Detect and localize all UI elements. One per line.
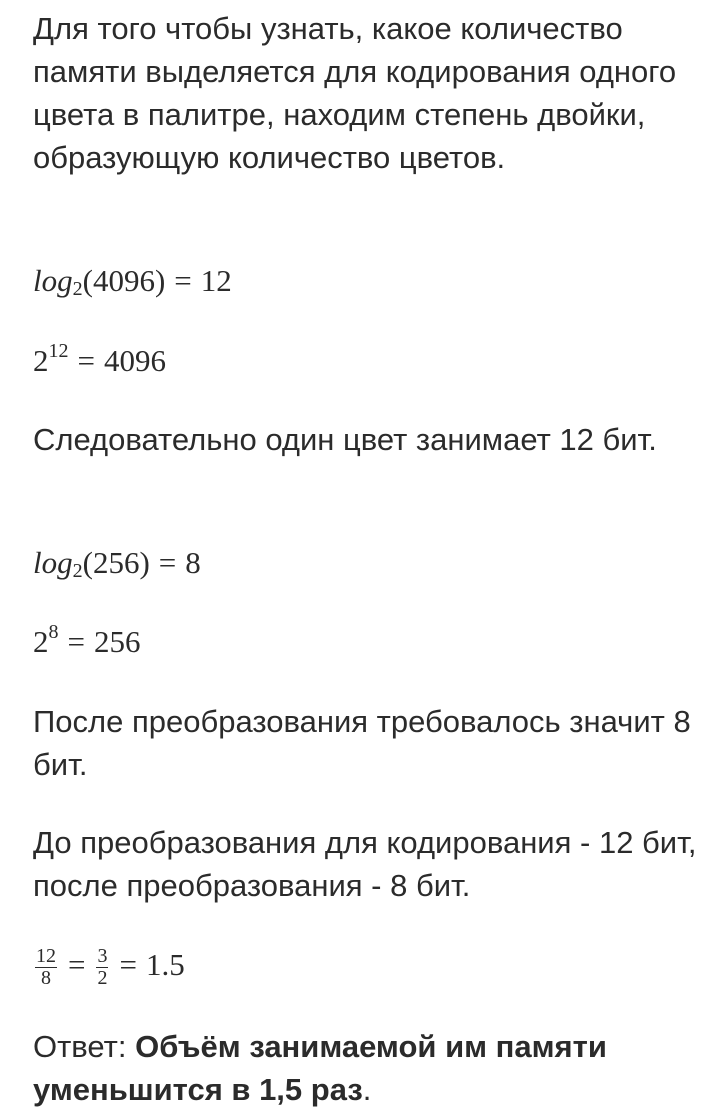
log-argument: (256) [82, 545, 150, 580]
log-equation-256 [33, 543, 201, 583]
log-argument: (4096) [82, 263, 166, 298]
equals-sign: = [68, 947, 86, 982]
log-symbol: log [33, 263, 73, 298]
answer-label: Ответ: [33, 1029, 136, 1064]
comparison-paragraph: До преобразования для кодирования - 12 бит, после преобразования - 8 бит. [33, 825, 697, 903]
conclusion-12-bit: Следовательно один цвет занимает 12 бит. [33, 422, 657, 457]
fraction-denominator: 8 [41, 967, 51, 990]
fraction-3-2 [96, 946, 108, 989]
answer-paragraph [33, 1025, 698, 1111]
equals-sign: = [119, 947, 137, 982]
power-exponent: 8 [48, 621, 59, 643]
log-equation-4096 [33, 261, 232, 301]
power-exponent: 12 [48, 340, 69, 362]
conclusion-8-bit: После преобразования требовалось значит 8 бит. [33, 704, 691, 782]
fraction-12-8 [35, 946, 57, 989]
fraction-numerator: 12 [36, 945, 56, 968]
power-equation-4096 [33, 341, 166, 381]
log-symbol: log [33, 545, 73, 580]
log-result: 8 [185, 545, 201, 580]
log-result: 12 [200, 263, 232, 298]
intro-paragraph: Для того чтобы узнать, какое количество памяти выделяется для кодирования одного цвета в палитре, находим степень двойки, образующую количество цветов. [33, 11, 677, 175]
power-equation-256 [33, 622, 140, 662]
power-result: 4096 [103, 343, 166, 378]
ratio-equation [33, 945, 185, 989]
fraction-numerator: 3 [97, 945, 108, 968]
power-base: 2 [33, 624, 49, 659]
equals-sign: = [158, 545, 177, 580]
ratio-result: 1.5 [145, 947, 185, 982]
equals-sign: = [174, 263, 192, 298]
equals-sign: = [77, 343, 95, 378]
answer-period: . [362, 1072, 372, 1107]
answer-text: Объём занимаемой им памяти уменьшится в 1,5 раз [33, 1029, 607, 1107]
fraction-denominator: 2 [97, 967, 108, 990]
log-base: 2 [72, 278, 83, 300]
power-result: 256 [93, 624, 141, 659]
power-base: 2 [33, 343, 49, 378]
log-base: 2 [72, 560, 83, 582]
equals-sign: = [67, 624, 85, 659]
